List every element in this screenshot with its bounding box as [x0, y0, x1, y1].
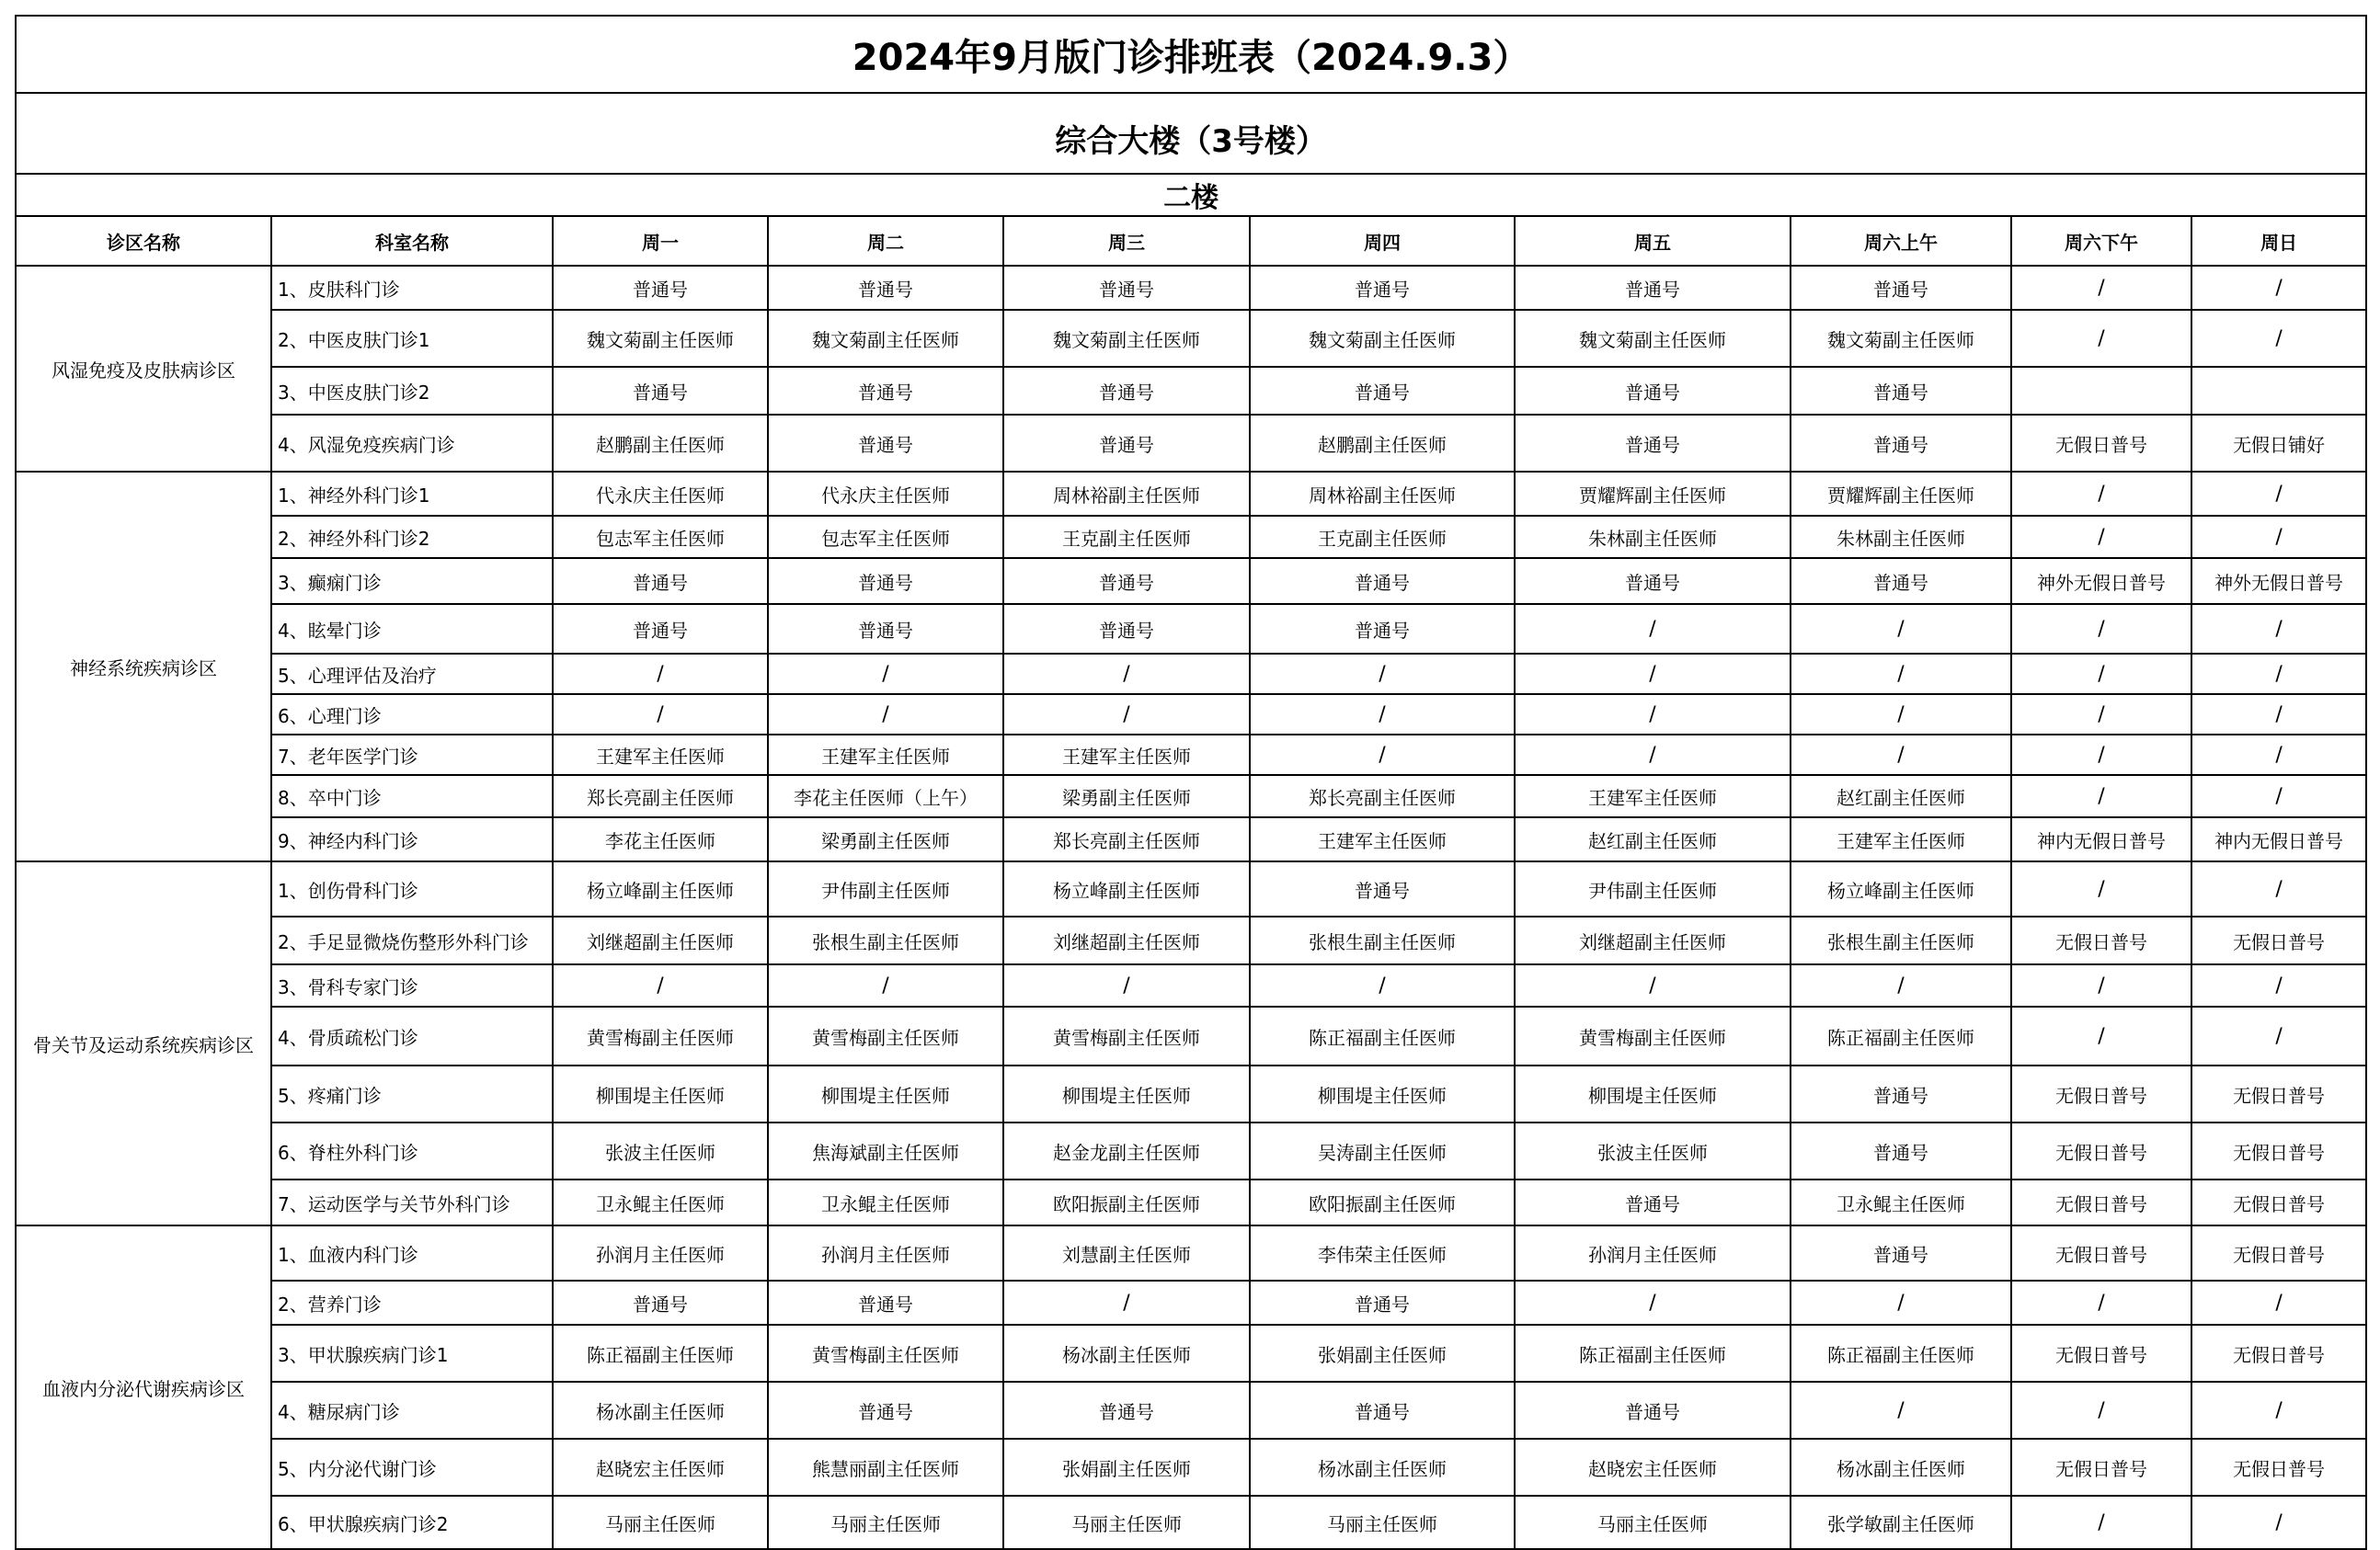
schedule-cell: 无假日普号 [2011, 1439, 2191, 1496]
schedule-cell: / [2011, 775, 2191, 817]
schedule-cell: / [2191, 1382, 2366, 1439]
schedule-cell: / [2011, 735, 2191, 775]
schedule-cell: 孙润月主任医师 [768, 1225, 1003, 1281]
schedule-cell: 梁勇副主任医师 [1003, 775, 1250, 817]
table-row [16, 472, 2366, 516]
schedule-cell: / [1791, 654, 2011, 694]
schedule-cell: / [1250, 964, 1515, 1007]
schedule-cell: 马丽主任医师 [1515, 1496, 1791, 1549]
schedule-cell: 普通号 [1250, 1281, 1515, 1325]
schedule-cell: 杨立峰副主任医师 [553, 861, 768, 917]
schedule-cell: / [1003, 964, 1250, 1007]
dept-name: 3、骨科专家门诊 [271, 964, 553, 1007]
dept-name: 2、手足显微烧伤整形外科门诊 [271, 917, 553, 964]
schedule-cell: 普通号 [1003, 266, 1250, 310]
schedule-cell: / [2191, 694, 2366, 735]
schedule-cell: 普通号 [1003, 1382, 1250, 1439]
dept-name: 7、老年医学门诊 [271, 735, 553, 775]
table-row [16, 1225, 2366, 1281]
table-row [16, 1007, 2366, 1066]
schedule-cell: 黄雪梅副主任医师 [553, 1007, 768, 1066]
table-row [16, 266, 2366, 310]
schedule-cell: 普通号 [768, 558, 1003, 604]
dept-name: 9、神经内科门诊 [271, 817, 553, 861]
zone-name: 血液内分泌代谢疾病诊区 [16, 1225, 271, 1549]
schedule-cell: 神内无假日普号 [2011, 817, 2191, 861]
schedule-cell: / [2191, 472, 2366, 516]
dept-name: 5、心理评估及治疗 [271, 654, 553, 694]
schedule-cell: 无假日普号 [2191, 917, 2366, 964]
schedule-cell: 欧阳振副主任医师 [1250, 1180, 1515, 1225]
schedule-cell: 无假日铺好 [2191, 415, 2366, 472]
schedule-cell: 王建军主任医师 [1003, 735, 1250, 775]
schedule-cell: 魏文菊副主任医师 [553, 310, 768, 367]
schedule-cell: 无假日普号 [2191, 1325, 2366, 1382]
schedule-cell: 普通号 [1250, 558, 1515, 604]
schedule-cell: 焦海斌副主任医师 [768, 1123, 1003, 1180]
column-header: 周日 [2191, 216, 2366, 266]
building-title: 综合大楼（3号楼） [16, 93, 2366, 174]
schedule-cell: 李花主任医师 [553, 817, 768, 861]
schedule-cell: 普通号 [553, 367, 768, 415]
schedule-cell: / [1515, 735, 1791, 775]
schedule-cell: 卫永鲲主任医师 [553, 1180, 768, 1225]
schedule-table [15, 15, 2367, 1550]
schedule-cell: 刘继超副主任医师 [553, 917, 768, 964]
dept-name: 3、中医皮肤门诊2 [271, 367, 553, 415]
schedule-cell: 杨立峰副主任医师 [1791, 861, 2011, 917]
dept-name: 2、神经外科门诊2 [271, 516, 553, 558]
table-row [16, 694, 2366, 735]
schedule-cell: 普通号 [553, 266, 768, 310]
schedule-cell: 赵红副主任医师 [1791, 775, 2011, 817]
schedule-cell: / [1003, 1281, 1250, 1325]
schedule-cell: 普通号 [1515, 266, 1791, 310]
table-row [16, 654, 2366, 694]
schedule-cell: 尹伟副主任医师 [1515, 861, 1791, 917]
zone-name: 风湿免疫及皮肤病诊区 [16, 266, 271, 472]
schedule-cell: 马丽主任医师 [1250, 1496, 1515, 1549]
schedule-cell: 黄雪梅副主任医师 [768, 1007, 1003, 1066]
schedule-cell: 代永庆主任医师 [768, 472, 1003, 516]
schedule-cell: 神外无假日普号 [2191, 558, 2366, 604]
schedule-cell: 神外无假日普号 [2011, 558, 2191, 604]
schedule-cell: 普通号 [1791, 558, 2011, 604]
schedule-cell: 马丽主任医师 [768, 1496, 1003, 1549]
schedule-cell: 普通号 [1791, 415, 2011, 472]
schedule-cell: 魏文菊副主任医师 [1515, 310, 1791, 367]
schedule-cell: 魏文菊副主任医师 [768, 310, 1003, 367]
schedule-cell: 普通号 [768, 1382, 1003, 1439]
schedule-cell: / [1003, 654, 1250, 694]
table-row [16, 604, 2366, 654]
schedule-cell: 杨立峰副主任医师 [1003, 861, 1250, 917]
page-title: 2024年9月版门诊排班表（2024.9.3） [16, 16, 2366, 93]
dept-name: 4、风湿免疫疾病门诊 [271, 415, 553, 472]
schedule-cell: / [768, 964, 1003, 1007]
dept-name: 5、疼痛门诊 [271, 1066, 553, 1123]
dept-name: 3、癫痫门诊 [271, 558, 553, 604]
schedule-cell: 柳围堤主任医师 [1515, 1066, 1791, 1123]
schedule-cell: / [2191, 604, 2366, 654]
column-header: 周六上午 [1791, 216, 2011, 266]
schedule-cell: 无假日普号 [2011, 1123, 2191, 1180]
schedule-cell: 魏文菊副主任医师 [1250, 310, 1515, 367]
schedule-cell: / [1515, 964, 1791, 1007]
schedule-cell: 赵金龙副主任医师 [1003, 1123, 1250, 1180]
schedule-cell: / [2011, 1496, 2191, 1549]
schedule-cell: / [553, 964, 768, 1007]
schedule-cell: 普通号 [1250, 861, 1515, 917]
schedule-cell: / [768, 694, 1003, 735]
schedule-cell: 陈正福副主任医师 [1791, 1325, 2011, 1382]
schedule-cell: 贾耀辉副主任医师 [1515, 472, 1791, 516]
schedule-cell [2011, 367, 2191, 415]
schedule-cell: 欧阳振副主任医师 [1003, 1180, 1250, 1225]
dept-name: 6、脊柱外科门诊 [271, 1123, 553, 1180]
schedule-cell: 无假日普号 [2191, 1180, 2366, 1225]
dept-name: 5、内分泌代谢门诊 [271, 1439, 553, 1496]
schedule-cell: 无假日普号 [2011, 1325, 2191, 1382]
schedule-cell: 陈正福副主任医师 [553, 1325, 768, 1382]
schedule-cell: / [2011, 1281, 2191, 1325]
schedule-cell: 普通号 [1791, 367, 2011, 415]
schedule-cell: 无假日普号 [2011, 1225, 2191, 1281]
schedule-cell: 无假日普号 [2191, 1225, 2366, 1281]
schedule-cell: 王建军主任医师 [553, 735, 768, 775]
schedule-cell: 郑长亮副主任医师 [1003, 817, 1250, 861]
floor-title: 二楼 [16, 174, 2366, 216]
schedule-cell: / [1250, 694, 1515, 735]
schedule-cell [2191, 367, 2366, 415]
dept-name: 4、骨质疏松门诊 [271, 1007, 553, 1066]
schedule-cell: 李伟荣主任医师 [1250, 1225, 1515, 1281]
schedule-cell: / [2011, 861, 2191, 917]
schedule-cell: 代永庆主任医师 [553, 472, 768, 516]
schedule-cell: / [2191, 516, 2366, 558]
schedule-cell: / [768, 654, 1003, 694]
schedule-cell: 孙润月主任医师 [1515, 1225, 1791, 1281]
schedule-cell: 普通号 [553, 604, 768, 654]
schedule-cell: 无假日普号 [2011, 1066, 2191, 1123]
column-header: 诊区名称 [16, 216, 271, 266]
table-row [16, 310, 2366, 367]
schedule-cell: / [2191, 1496, 2366, 1549]
dept-name: 7、运动医学与关节外科门诊 [271, 1180, 553, 1225]
schedule-cell: 普通号 [1791, 1066, 2011, 1123]
schedule-cell: 普通号 [1003, 558, 1250, 604]
schedule-cell: 魏文菊副主任医师 [1791, 310, 2011, 367]
dept-name: 2、中医皮肤门诊1 [271, 310, 553, 367]
schedule-cell: 普通号 [1003, 367, 1250, 415]
schedule-cell: / [1791, 1281, 2011, 1325]
dept-name: 4、糖尿病门诊 [271, 1382, 553, 1439]
column-header: 周二 [768, 216, 1003, 266]
schedule-cell: 普通号 [1003, 415, 1250, 472]
schedule-cell: 陈正福副主任医师 [1250, 1007, 1515, 1066]
schedule-cell: 普通号 [1250, 367, 1515, 415]
schedule-cell: 卫永鲲主任医师 [1791, 1180, 2011, 1225]
schedule-cell: 杨冰副主任医师 [553, 1382, 768, 1439]
schedule-cell: 黄雪梅副主任医师 [1003, 1007, 1250, 1066]
schedule-cell: / [2191, 735, 2366, 775]
schedule-cell: 贾耀辉副主任医师 [1791, 472, 2011, 516]
schedule-cell: 周林裕副主任医师 [1003, 472, 1250, 516]
schedule-cell: 无假日普号 [2011, 415, 2191, 472]
schedule-cell: 黄雪梅副主任医师 [1515, 1007, 1791, 1066]
schedule-cell: 张根生副主任医师 [1250, 917, 1515, 964]
schedule-cell: / [2191, 964, 2366, 1007]
dept-name: 8、卒中门诊 [271, 775, 553, 817]
schedule-cell: 赵晓宏主任医师 [553, 1439, 768, 1496]
schedule-cell: / [1003, 694, 1250, 735]
table-row [16, 516, 2366, 558]
schedule-cell: 王建军主任医师 [768, 735, 1003, 775]
schedule-cell: 王建军主任医师 [1515, 775, 1791, 817]
schedule-cell: 包志军主任医师 [768, 516, 1003, 558]
table-row [16, 775, 2366, 817]
dept-name: 3、甲状腺疾病门诊1 [271, 1325, 553, 1382]
schedule-cell: 杨冰副主任医师 [1791, 1439, 2011, 1496]
column-header: 科室名称 [271, 216, 553, 266]
schedule-cell: / [2011, 964, 2191, 1007]
schedule-cell: 李花主任医师（上午） [768, 775, 1003, 817]
schedule-cell: 普通号 [1515, 1180, 1791, 1225]
schedule-cell: 朱林副主任医师 [1515, 516, 1791, 558]
schedule-cell: 马丽主任医师 [1003, 1496, 1250, 1549]
schedule-sheet [15, 15, 2365, 1550]
table-row [16, 861, 2366, 917]
schedule-cell: 柳围堤主任医师 [553, 1066, 768, 1123]
schedule-cell: 普通号 [553, 558, 768, 604]
schedule-cell: 普通号 [1515, 367, 1791, 415]
schedule-cell: 刘继超副主任医师 [1515, 917, 1791, 964]
column-header: 周三 [1003, 216, 1250, 266]
column-header: 周六下午 [2011, 216, 2191, 266]
schedule-cell: 无假日普号 [2191, 1066, 2366, 1123]
table-row [16, 415, 2366, 472]
schedule-cell: 孙润月主任医师 [553, 1225, 768, 1281]
table-row [16, 558, 2366, 604]
schedule-cell: 普通号 [768, 367, 1003, 415]
schedule-cell: 黄雪梅副主任医师 [768, 1325, 1003, 1382]
schedule-cell: / [2011, 604, 2191, 654]
schedule-cell: 包志军主任医师 [553, 516, 768, 558]
schedule-cell: 柳围堤主任医师 [1250, 1066, 1515, 1123]
schedule-cell: / [2011, 516, 2191, 558]
schedule-cell: / [553, 654, 768, 694]
schedule-cell: 熊慧丽副主任医师 [768, 1439, 1003, 1496]
schedule-cell: 张娟副主任医师 [1250, 1325, 1515, 1382]
schedule-cell: / [2191, 310, 2366, 367]
dept-name: 6、心理门诊 [271, 694, 553, 735]
schedule-cell: 神内无假日普号 [2191, 817, 2366, 861]
schedule-cell: 赵鹏副主任医师 [553, 415, 768, 472]
schedule-cell: / [1515, 694, 1791, 735]
table-row [16, 1123, 2366, 1180]
schedule-cell: 无假日普号 [2191, 1123, 2366, 1180]
schedule-cell: 赵晓宏主任医师 [1515, 1439, 1791, 1496]
schedule-cell: / [1791, 735, 2011, 775]
schedule-cell: 张根生副主任医师 [768, 917, 1003, 964]
schedule-cell: 赵红副主任医师 [1515, 817, 1791, 861]
schedule-cell: 张学敏副主任医师 [1791, 1496, 2011, 1549]
schedule-cell: / [1791, 964, 2011, 1007]
schedule-cell: 普通号 [768, 1281, 1003, 1325]
schedule-cell: 无假日普号 [2011, 1180, 2191, 1225]
schedule-cell: / [2011, 694, 2191, 735]
schedule-cell: 张波主任医师 [1515, 1123, 1791, 1180]
dept-name: 1、创伤骨科门诊 [271, 861, 553, 917]
schedule-cell: 无假日普号 [2191, 1439, 2366, 1496]
schedule-cell: 王建军主任医师 [1791, 817, 2011, 861]
schedule-cell: 普通号 [1250, 604, 1515, 654]
schedule-cell: / [1791, 694, 2011, 735]
schedule-cell: 杨冰副主任医师 [1003, 1325, 1250, 1382]
zone-name: 神经系统疾病诊区 [16, 472, 271, 861]
schedule-cell: / [1250, 735, 1515, 775]
schedule-cell: / [2191, 1281, 2366, 1325]
schedule-cell: 普通号 [1250, 266, 1515, 310]
schedule-cell: 普通号 [1515, 415, 1791, 472]
table-row [16, 917, 2366, 964]
schedule-cell: 张波主任医师 [553, 1123, 768, 1180]
table-row [16, 735, 2366, 775]
schedule-cell: / [2011, 1382, 2191, 1439]
schedule-cell: 普通号 [1515, 1382, 1791, 1439]
column-header: 周一 [553, 216, 768, 266]
schedule-cell: 普通号 [768, 415, 1003, 472]
schedule-cell: 柳围堤主任医师 [768, 1066, 1003, 1123]
schedule-cell: 魏文菊副主任医师 [1003, 310, 1250, 367]
schedule-cell: 刘继超副主任医师 [1003, 917, 1250, 964]
zone-name: 骨关节及运动系统疾病诊区 [16, 861, 271, 1225]
schedule-cell: 普通号 [553, 1281, 768, 1325]
schedule-cell: 杨冰副主任医师 [1250, 1439, 1515, 1496]
schedule-cell: 卫永鲲主任医师 [768, 1180, 1003, 1225]
table-row [16, 1496, 2366, 1549]
schedule-cell: 普通号 [768, 604, 1003, 654]
schedule-cell: 普通号 [1791, 266, 2011, 310]
schedule-cell: 柳围堤主任医师 [1003, 1066, 1250, 1123]
schedule-cell: 普通号 [1003, 604, 1250, 654]
schedule-cell: 郑长亮副主任医师 [553, 775, 768, 817]
schedule-cell: / [2011, 472, 2191, 516]
schedule-cell: / [1250, 654, 1515, 694]
dept-name: 6、甲状腺疾病门诊2 [271, 1496, 553, 1549]
schedule-cell: 郑长亮副主任医师 [1250, 775, 1515, 817]
schedule-cell: 普通号 [1791, 1123, 2011, 1180]
schedule-cell: / [1791, 1382, 2011, 1439]
schedule-cell: 周林裕副主任医师 [1250, 472, 1515, 516]
dept-name: 4、眩晕门诊 [271, 604, 553, 654]
schedule-cell: / [1515, 604, 1791, 654]
header-row [16, 216, 2366, 266]
table-row [16, 1066, 2366, 1123]
table-row [16, 1382, 2366, 1439]
schedule-cell: / [2011, 310, 2191, 367]
schedule-cell: 马丽主任医师 [553, 1496, 768, 1549]
schedule-cell: 朱林副主任医师 [1791, 516, 2011, 558]
schedule-cell: / [2191, 775, 2366, 817]
schedule-cell: / [2191, 1007, 2366, 1066]
schedule-cell: / [553, 694, 768, 735]
schedule-cell: 普通号 [768, 266, 1003, 310]
schedule-cell: / [2011, 654, 2191, 694]
table-row [16, 1439, 2366, 1496]
schedule-cell: / [2191, 654, 2366, 694]
schedule-cell: 王克副主任医师 [1250, 516, 1515, 558]
schedule-cell: / [1515, 654, 1791, 694]
schedule-cell: 赵鹏副主任医师 [1250, 415, 1515, 472]
schedule-cell: 张根生副主任医师 [1791, 917, 2011, 964]
schedule-cell: 王克副主任医师 [1003, 516, 1250, 558]
table-row [16, 1281, 2366, 1325]
dept-name: 1、血液内科门诊 [271, 1225, 553, 1281]
table-row [16, 367, 2366, 415]
schedule-cell: 普通号 [1791, 1225, 2011, 1281]
schedule-cell: / [2011, 1007, 2191, 1066]
schedule-cell: 尹伟副主任医师 [768, 861, 1003, 917]
schedule-cell: / [2011, 266, 2191, 310]
column-header: 周四 [1250, 216, 1515, 266]
column-header: 周五 [1515, 216, 1791, 266]
schedule-cell: 王建军主任医师 [1250, 817, 1515, 861]
dept-name: 1、皮肤科门诊 [271, 266, 553, 310]
schedule-cell: 普通号 [1250, 1382, 1515, 1439]
schedule-cell: 吴涛副主任医师 [1250, 1123, 1515, 1180]
table-row [16, 817, 2366, 861]
schedule-cell: 陈正福副主任医师 [1791, 1007, 2011, 1066]
schedule-cell: 张娟副主任医师 [1003, 1439, 1250, 1496]
dept-name: 2、营养门诊 [271, 1281, 553, 1325]
schedule-cell: / [2191, 266, 2366, 310]
schedule-cell: / [1791, 604, 2011, 654]
schedule-cell: / [2191, 861, 2366, 917]
schedule-cell: / [1515, 1281, 1791, 1325]
table-row [16, 1180, 2366, 1225]
table-row [16, 964, 2366, 1007]
schedule-cell: 无假日普号 [2011, 917, 2191, 964]
dept-name: 1、神经外科门诊1 [271, 472, 553, 516]
schedule-cell: 梁勇副主任医师 [768, 817, 1003, 861]
schedule-cell: 陈正福副主任医师 [1515, 1325, 1791, 1382]
schedule-cell: 刘慧副主任医师 [1003, 1225, 1250, 1281]
schedule-cell: 普通号 [1515, 558, 1791, 604]
